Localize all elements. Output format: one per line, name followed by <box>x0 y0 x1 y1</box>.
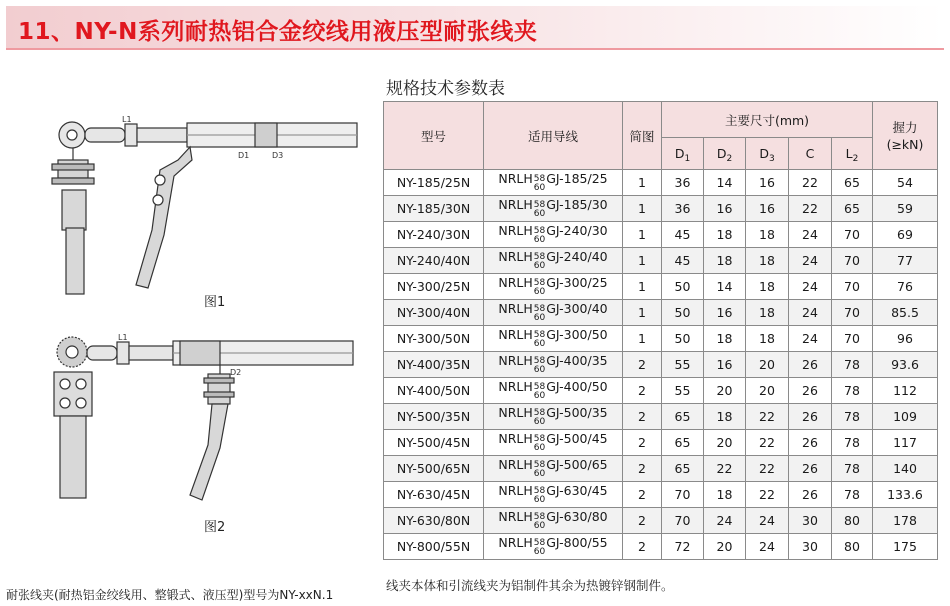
cell-conductor <box>484 456 623 482</box>
conductor-grade-top: 58 <box>533 355 546 366</box>
conductor-grade-top: 58 <box>533 537 546 548</box>
cell-d3: 16 <box>746 170 789 196</box>
cell-figure: 1 <box>623 326 662 352</box>
cell-d2: 20 <box>704 534 746 560</box>
cell-c: 24 <box>789 248 832 274</box>
conductor-suffix: GJ-400/35 <box>546 352 608 368</box>
conductor-suffix: GJ-500/45 <box>546 430 608 446</box>
header-grip: 握力 (≥kN) <box>873 102 938 170</box>
cell-model: NY-240/30N <box>384 222 484 248</box>
table-note: 线夹本体和引流线夹为铝制件其余为热镀锌钢制件。 <box>386 578 674 593</box>
cell-d1: 36 <box>662 196 704 222</box>
cell-d3: 24 <box>746 534 789 560</box>
cell-d1: 65 <box>662 456 704 482</box>
cell-d3: 18 <box>746 248 789 274</box>
figure-2-diagram <box>40 330 370 505</box>
cell-d1: 55 <box>662 352 704 378</box>
conductor-prefix: NRLH <box>498 352 533 368</box>
dim-l1-label-fig2: L1 <box>118 333 128 342</box>
cell-l2: 70 <box>832 248 873 274</box>
cell-grip: 77 <box>873 248 938 274</box>
conductor-grade-bottom: 60 <box>533 312 546 323</box>
cell-d1: 50 <box>662 326 704 352</box>
conductor-prefix: NRLH <box>498 326 533 342</box>
conductor-grade-bottom: 60 <box>533 182 546 193</box>
cell-d3: 18 <box>746 222 789 248</box>
conductor-grade-top: 58 <box>533 251 546 262</box>
cell-c: 26 <box>789 482 832 508</box>
cell-model: NY-300/25N <box>384 274 484 300</box>
cell-d2: 20 <box>704 430 746 456</box>
cell-figure: 1 <box>623 170 662 196</box>
conductor-grade-bottom: 60 <box>533 416 546 427</box>
cell-figure: 1 <box>623 248 662 274</box>
cell-grip: 59 <box>873 196 938 222</box>
conductor-grade-bottom: 60 <box>533 442 546 453</box>
cell-conductor <box>484 170 623 196</box>
table-row <box>384 508 938 534</box>
figure-2-label: 图2 <box>204 520 226 535</box>
cell-conductor <box>484 352 623 378</box>
cell-c: 30 <box>789 534 832 560</box>
cell-figure: 2 <box>623 482 662 508</box>
conductor-grade-stack <box>534 227 545 245</box>
conductor-grade-bottom: 60 <box>533 338 546 349</box>
conductor-grade-bottom: 60 <box>533 364 546 375</box>
conductor-grade-top: 58 <box>533 225 546 236</box>
cell-l2: 70 <box>832 300 873 326</box>
cell-grip: 175 <box>873 534 938 560</box>
cell-model: NY-500/35N <box>384 404 484 430</box>
cell-figure: 1 <box>623 300 662 326</box>
cell-d3: 18 <box>746 326 789 352</box>
cell-model: NY-185/25N <box>384 170 484 196</box>
conductor-grade-bottom: 60 <box>533 468 546 479</box>
figure-1-diagram <box>40 100 370 300</box>
conductor-grade-top: 58 <box>533 459 546 470</box>
conductor-grade-stack <box>534 305 545 323</box>
conductor-grade-bottom: 60 <box>533 260 546 271</box>
cell-d2: 16 <box>704 352 746 378</box>
conductor-prefix: NRLH <box>498 248 533 264</box>
cell-l2: 78 <box>832 352 873 378</box>
model-note: 耐张线夹(耐热铝金绞线用、整锻式、液压型)型号为NY-xxN.1 <box>6 588 334 602</box>
cell-c: 24 <box>789 326 832 352</box>
conductor-suffix: GJ-240/40 <box>546 248 608 264</box>
cell-d2: 16 <box>704 196 746 222</box>
cell-c: 26 <box>789 404 832 430</box>
cell-figure: 1 <box>623 196 662 222</box>
cell-c: 24 <box>789 222 832 248</box>
conductor-suffix: GJ-400/50 <box>546 378 608 394</box>
cell-l2: 70 <box>832 274 873 300</box>
cell-d3: 22 <box>746 482 789 508</box>
cell-figure: 2 <box>623 404 662 430</box>
cell-l2: 80 <box>832 534 873 560</box>
cell-conductor <box>484 430 623 456</box>
dim-d1-label-fig1: D1 <box>238 151 250 160</box>
cell-grip: 93.6 <box>873 352 938 378</box>
cell-conductor <box>484 300 623 326</box>
cell-conductor <box>484 534 623 560</box>
cell-model: NY-500/45N <box>384 430 484 456</box>
cell-conductor <box>484 222 623 248</box>
conductor-suffix: GJ-800/55 <box>546 534 608 550</box>
cell-l2: 78 <box>832 378 873 404</box>
conductor-prefix: NRLH <box>498 378 533 394</box>
conductor-grade-stack <box>534 253 545 271</box>
cell-model: NY-300/50N <box>384 326 484 352</box>
dim-d3-label-fig1: D3 <box>272 151 284 160</box>
cell-d3: 22 <box>746 456 789 482</box>
conductor-grade-top: 58 <box>533 407 546 418</box>
conductor-prefix: NRLH <box>498 404 533 420</box>
header-d2: $D_2$ <box>704 138 746 170</box>
cell-d1: 65 <box>662 404 704 430</box>
conductor-grade-top: 58 <box>533 173 546 184</box>
cell-conductor <box>484 196 623 222</box>
cell-figure: 2 <box>623 508 662 534</box>
conductor-prefix: NRLH <box>498 430 533 446</box>
conductor-grade-top: 58 <box>533 329 546 340</box>
cell-l2: 78 <box>832 456 873 482</box>
cell-grip: 140 <box>873 456 938 482</box>
conductor-suffix: GJ-240/30 <box>546 222 608 238</box>
conductor-grade-top: 58 <box>533 381 546 392</box>
cell-grip: 76 <box>873 274 938 300</box>
cell-d2: 18 <box>704 482 746 508</box>
conductor-grade-stack <box>534 383 545 401</box>
cell-conductor <box>484 326 623 352</box>
table-row <box>384 300 938 326</box>
conductor-grade-bottom: 60 <box>533 390 546 401</box>
conductor-grade-bottom: 60 <box>533 208 546 219</box>
header-d3: $D_3$ <box>746 138 789 170</box>
cell-conductor <box>484 482 623 508</box>
conductor-grade-stack <box>534 409 545 427</box>
conductor-grade-stack <box>534 487 545 505</box>
conductor-grade-top: 58 <box>533 485 546 496</box>
conductor-prefix: NRLH <box>498 300 533 316</box>
conductor-suffix: GJ-300/50 <box>546 326 608 342</box>
header-model: 型号 <box>384 102 484 170</box>
title-bar <box>6 6 944 50</box>
dim-l1-label-fig1: L1 <box>122 115 132 124</box>
cell-l2: 65 <box>832 196 873 222</box>
cell-grip: 112 <box>873 378 938 404</box>
cell-d3: 24 <box>746 508 789 534</box>
conductor-grade-bottom: 60 <box>533 520 546 531</box>
cell-d1: 55 <box>662 378 704 404</box>
cell-model: NY-630/45N <box>384 482 484 508</box>
cell-d1: 65 <box>662 430 704 456</box>
cell-conductor <box>484 378 623 404</box>
conductor-prefix: NRLH <box>498 456 533 472</box>
cell-c: 26 <box>789 430 832 456</box>
cell-c: 26 <box>789 456 832 482</box>
header-main-dims: 主要尺寸(mm) <box>662 102 873 138</box>
cell-figure: 2 <box>623 534 662 560</box>
cell-model: NY-630/80N <box>384 508 484 534</box>
cell-l2: 78 <box>832 482 873 508</box>
conductor-prefix: NRLH <box>498 222 533 238</box>
conductor-suffix: GJ-185/25 <box>546 170 608 186</box>
cell-figure: 2 <box>623 378 662 404</box>
cell-model: NY-800/55N <box>384 534 484 560</box>
cell-d3: 16 <box>746 196 789 222</box>
cell-figure: 2 <box>623 456 662 482</box>
cell-grip: 178 <box>873 508 938 534</box>
conductor-prefix: NRLH <box>498 482 533 498</box>
cell-d3: 20 <box>746 352 789 378</box>
conductor-grade-top: 58 <box>533 433 546 444</box>
cell-grip: 85.5 <box>873 300 938 326</box>
cell-grip: 54 <box>873 170 938 196</box>
cell-figure: 2 <box>623 352 662 378</box>
cell-conductor <box>484 274 623 300</box>
figure-1-label: 图1 <box>204 295 226 310</box>
cell-d2: 18 <box>704 404 746 430</box>
cell-l2: 78 <box>832 430 873 456</box>
conductor-grade-bottom: 60 <box>533 546 546 557</box>
conductor-grade-stack <box>534 279 545 297</box>
conductor-grade-top: 58 <box>533 199 546 210</box>
conductor-prefix: NRLH <box>498 170 533 186</box>
cell-d1: 70 <box>662 508 704 534</box>
table-row <box>384 404 938 430</box>
cell-d3: 20 <box>746 378 789 404</box>
table-subtitle: 规格技术参数表 <box>386 79 505 99</box>
cell-grip: 96 <box>873 326 938 352</box>
conductor-prefix: NRLH <box>498 508 533 524</box>
cell-grip: 69 <box>873 222 938 248</box>
conductor-grade-top: 58 <box>533 277 546 288</box>
conductor-suffix: GJ-300/25 <box>546 274 608 290</box>
cell-d2: 18 <box>704 326 746 352</box>
header-d1: $D_1$ <box>662 138 704 170</box>
cell-c: 22 <box>789 196 832 222</box>
cell-d2: 16 <box>704 300 746 326</box>
cell-conductor <box>484 508 623 534</box>
cell-l2: 80 <box>832 508 873 534</box>
cell-d2: 18 <box>704 248 746 274</box>
conductor-suffix: GJ-630/80 <box>546 508 608 524</box>
cell-l2: 65 <box>832 170 873 196</box>
table-row <box>384 456 938 482</box>
conductor-prefix: NRLH <box>498 196 533 212</box>
cell-d2: 14 <box>704 170 746 196</box>
header-l2: $L_2$ <box>832 138 873 170</box>
header-conductor: 适用导线 <box>484 102 623 170</box>
header-figure: 简图 <box>623 102 662 170</box>
conductor-prefix: NRLH <box>498 534 533 550</box>
table-row <box>384 430 938 456</box>
cell-model: NY-300/40N <box>384 300 484 326</box>
cell-d1: 45 <box>662 222 704 248</box>
cell-d3: 22 <box>746 430 789 456</box>
conductor-grade-top: 58 <box>533 511 546 522</box>
table-row <box>384 170 938 196</box>
page-title: 11、NY-N系列耐热铝合金绞线用液压型耐张线夹 <box>18 19 538 45</box>
table-row <box>384 482 938 508</box>
table-row <box>384 222 938 248</box>
cell-c: 24 <box>789 300 832 326</box>
cell-l2: 70 <box>832 222 873 248</box>
conductor-grade-stack <box>534 461 545 479</box>
conductor-suffix: GJ-630/45 <box>546 482 608 498</box>
cell-figure: 2 <box>623 430 662 456</box>
cell-model: NY-185/30N <box>384 196 484 222</box>
cell-d1: 50 <box>662 274 704 300</box>
cell-grip: 133.6 <box>873 482 938 508</box>
cell-c: 26 <box>789 352 832 378</box>
cell-d1: 45 <box>662 248 704 274</box>
cell-c: 26 <box>789 378 832 404</box>
cell-model: NY-400/50N <box>384 378 484 404</box>
conductor-grade-stack <box>534 539 545 557</box>
cell-d1: 70 <box>662 482 704 508</box>
table-row <box>384 534 938 560</box>
conductor-grade-stack <box>534 357 545 375</box>
conductor-prefix: NRLH <box>498 274 533 290</box>
cell-model: NY-240/40N <box>384 248 484 274</box>
cell-l2: 70 <box>832 326 873 352</box>
conductor-suffix: GJ-500/65 <box>546 456 608 472</box>
cell-model: NY-500/65N <box>384 456 484 482</box>
conductor-grade-bottom: 60 <box>533 494 546 505</box>
cell-model: NY-400/35N <box>384 352 484 378</box>
table-row <box>384 274 938 300</box>
table-row <box>384 352 938 378</box>
conductor-suffix: GJ-300/40 <box>546 300 608 316</box>
cell-grip: 117 <box>873 430 938 456</box>
cell-figure: 1 <box>623 222 662 248</box>
conductor-suffix: GJ-185/30 <box>546 196 608 212</box>
table-row <box>384 326 938 352</box>
cell-l2: 78 <box>832 404 873 430</box>
cell-c: 30 <box>789 508 832 534</box>
conductor-grade-bottom: 60 <box>533 234 546 245</box>
conductor-grade-stack <box>534 175 545 193</box>
cell-figure: 1 <box>623 274 662 300</box>
conductor-grade-stack <box>534 331 545 349</box>
header-c: C <box>789 138 832 170</box>
cell-c: 22 <box>789 170 832 196</box>
cell-d3: 18 <box>746 300 789 326</box>
cell-conductor <box>484 404 623 430</box>
table-row <box>384 196 938 222</box>
cell-d1: 36 <box>662 170 704 196</box>
conductor-grade-top: 58 <box>533 303 546 314</box>
conductor-grade-bottom: 60 <box>533 286 546 297</box>
spec-table-body <box>384 170 938 560</box>
cell-d2: 24 <box>704 508 746 534</box>
cell-conductor <box>484 248 623 274</box>
conductor-grade-stack <box>534 201 545 219</box>
cell-grip: 109 <box>873 404 938 430</box>
cell-d2: 14 <box>704 274 746 300</box>
cell-d3: 18 <box>746 274 789 300</box>
cell-d2: 22 <box>704 456 746 482</box>
table-row <box>384 248 938 274</box>
conductor-suffix: GJ-500/35 <box>546 404 608 420</box>
dim-d2-label-fig2: D2 <box>230 368 242 377</box>
cell-d3: 22 <box>746 404 789 430</box>
cell-d1: 72 <box>662 534 704 560</box>
table-row <box>384 378 938 404</box>
cell-d1: 50 <box>662 300 704 326</box>
cell-c: 24 <box>789 274 832 300</box>
spec-table <box>383 101 938 560</box>
conductor-grade-stack <box>534 435 545 453</box>
cell-d2: 20 <box>704 378 746 404</box>
conductor-grade-stack <box>534 513 545 531</box>
cell-d2: 18 <box>704 222 746 248</box>
